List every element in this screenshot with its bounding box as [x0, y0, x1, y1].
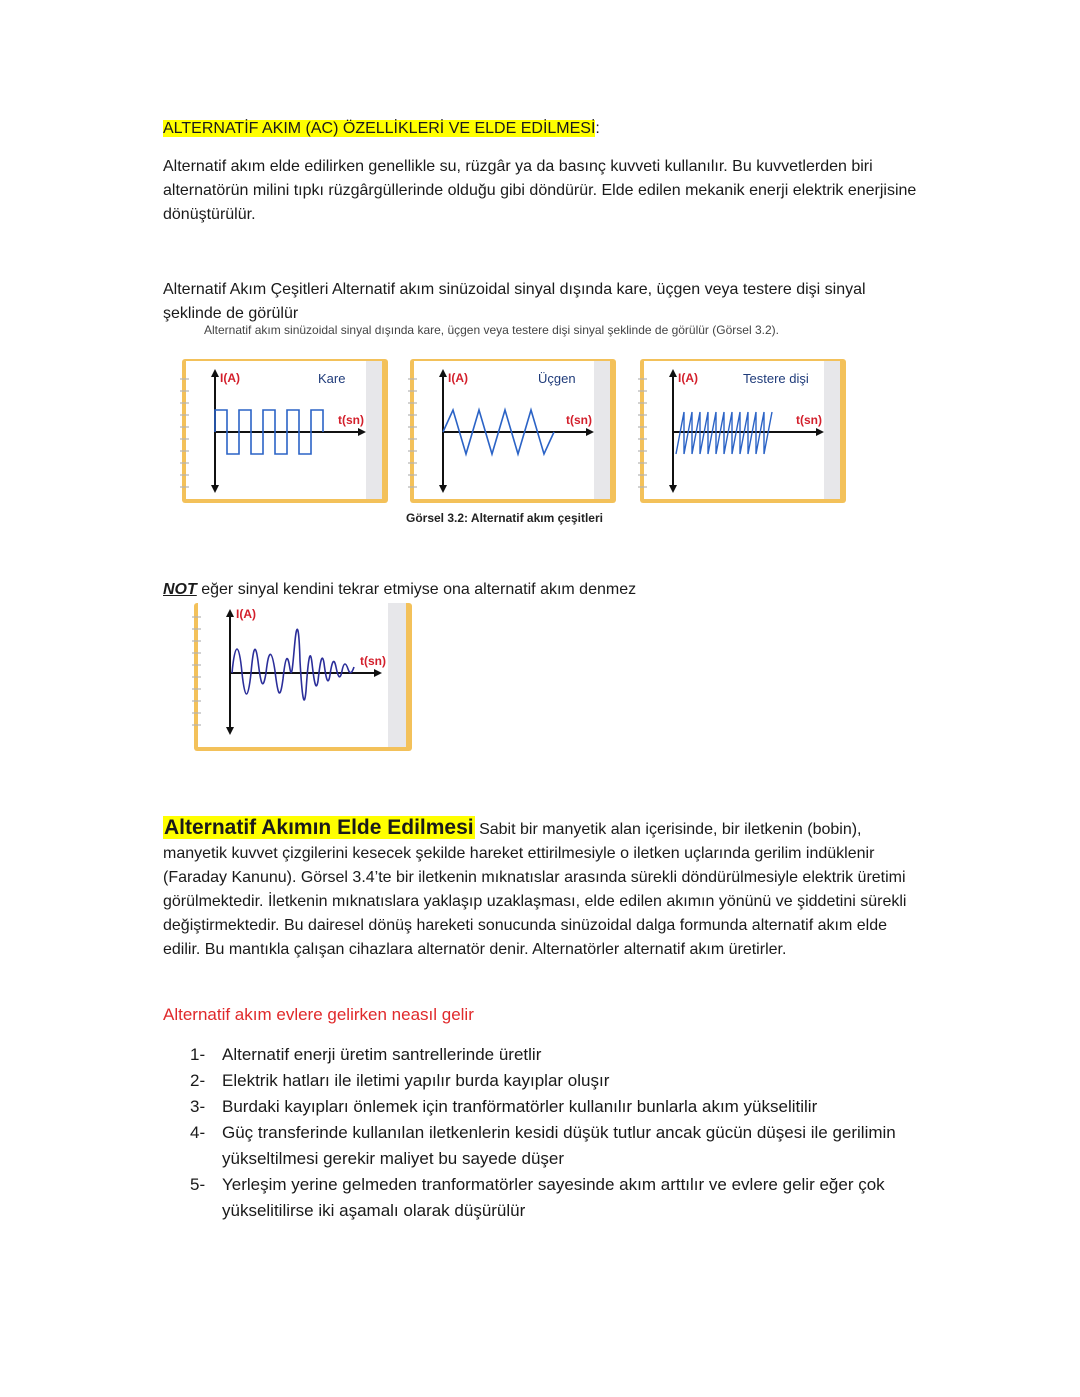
figure-caption: Görsel 3.2: Alternatif akım çeşitleri	[406, 511, 603, 525]
panel-shade	[594, 361, 610, 499]
list-text: Burdaki kayıpları önlemek için tranförmatörler kullanılır bunlarla akım yükselitilir	[222, 1097, 818, 1116]
list-text: Güç transferinde kullanılan iletkenlerin kesidi düşük tutlur ancak gücün düşesi ile gerilimin yükseltilmesi gerekir maliyet bu sayede düşer	[222, 1123, 896, 1168]
list-number: 4-	[190, 1123, 206, 1142]
red-subheading: Alternatif akım evlere gelirken neasıl gelir	[163, 1005, 474, 1024]
title-colon: :	[595, 120, 600, 137]
list-number: 5-	[190, 1175, 206, 1194]
noise-signal-graphic	[192, 601, 414, 753]
axis-label-current: I(A)	[236, 607, 256, 621]
generation-section	[163, 816, 923, 962]
note-text: eğer sinyal kendini tekrar etmiyse ona alternatif akım denmez	[196, 581, 637, 598]
panel-shade	[366, 361, 382, 499]
types-paragraph: Alternatif Akım Çeşitleri Alternatif akım sinüzoidal sinyal dışında kare, üçgen veya testere dişi sinyal şeklinde de görülür	[163, 281, 866, 322]
panel-sawtooth-wave	[638, 357, 848, 505]
panel-square-wave	[180, 357, 390, 505]
panel-noise-signal	[192, 601, 414, 753]
cropped-text: Alternatif akım sinüzoidal sinyal dışında kare, üçgen veya testere dişi sinyal şeklinde de görülür (Görsel 3.2).	[204, 323, 779, 337]
axis-label-time: t(sn)	[360, 654, 386, 668]
list-number: 2-	[190, 1071, 206, 1090]
list-item	[190, 1120, 930, 1172]
panel-title: Üçgen	[538, 371, 576, 386]
list-item	[190, 1042, 930, 1068]
title-text: ALTERNATİF AKIM (AC) ÖZELLİKLERİ VE ELDE EDİLMESİ	[163, 120, 596, 137]
axis-label-time: t(sn)	[566, 413, 592, 427]
page-title	[163, 118, 600, 140]
steps-list	[190, 1042, 930, 1224]
panel-shade	[824, 361, 840, 499]
section-heading: Alternatif Akımın Elde Edilmesi	[164, 816, 474, 839]
panel-title: Kare	[318, 371, 346, 386]
axis-label-current: I(A)	[678, 371, 698, 385]
list-number: 1-	[190, 1045, 206, 1064]
sawtooth-wave-graphic	[638, 357, 848, 505]
cropped-text-line	[204, 323, 864, 338]
list-item	[190, 1172, 930, 1224]
list-item	[190, 1094, 930, 1120]
panel-title: Testere dişi	[743, 371, 809, 386]
axis-label-time: t(sn)	[796, 413, 822, 427]
list-text: Alternatif enerji üretim santrellerinde üretlir	[222, 1045, 542, 1064]
panel-shade	[388, 603, 406, 747]
section-body: Sabit bir manyetik alan içerisinde, bir iletkenin (bobin), manyetik kuvvet çizgilerini kesecek şekilde hareket ettirilmesiyle o iletken uçlarında gerilim indüklenir (Faraday Kanunu). Görsel 3.4’te bir iletkenin mıknatıslar arasında sürekli döndürülmesiyle elektrik üretimi görülmektedir. İletkenin mıknatıslara yaklaşıp uzaklaşması, elde edilen akımın yönünü ve şiddetini sürekli değiştirmektedir. Bu dairesel dönüş hareketi sonucunda sinüzoidal dalga formunda alternatif akım elde edilir. Bu mantıkla çalışan cihazlara alternatör denir. Alternatörler alternatif akım üretirler.	[163, 821, 907, 958]
note-label: NOT	[163, 581, 197, 598]
note-line	[163, 578, 636, 602]
axis-label-time: t(sn)	[338, 413, 364, 427]
list-item	[190, 1068, 930, 1094]
axis-label-current: I(A)	[220, 371, 240, 385]
axis-label-current: I(A)	[448, 371, 468, 385]
intro-paragraph: Alternatif akım elde edilirken genellikle su, rüzgâr ya da basınç kuvveti kullanılır. Bu kuvvetlerden biri alternatörün milini tıpkı rüzgârgüllerinde olduğu gibi döndürür. Elde edilen mekanik enerji elektrik enerjisine dönüştürülür.	[163, 158, 917, 223]
list-number: 3-	[190, 1097, 206, 1116]
square-wave-graphic	[180, 357, 390, 505]
panel-triangle-wave	[408, 357, 618, 505]
list-text: Yerleşim yerine gelmeden tranformatörler sayesinde akım arttılır ve evlere gelir eğer çok yükselitilirse iki aşamalı olarak düşürülür	[222, 1175, 885, 1220]
triangle-wave-graphic	[408, 357, 618, 505]
list-text: Elektrik hatları ile iletimi yapılır burda kayıplar oluşır	[222, 1071, 610, 1090]
